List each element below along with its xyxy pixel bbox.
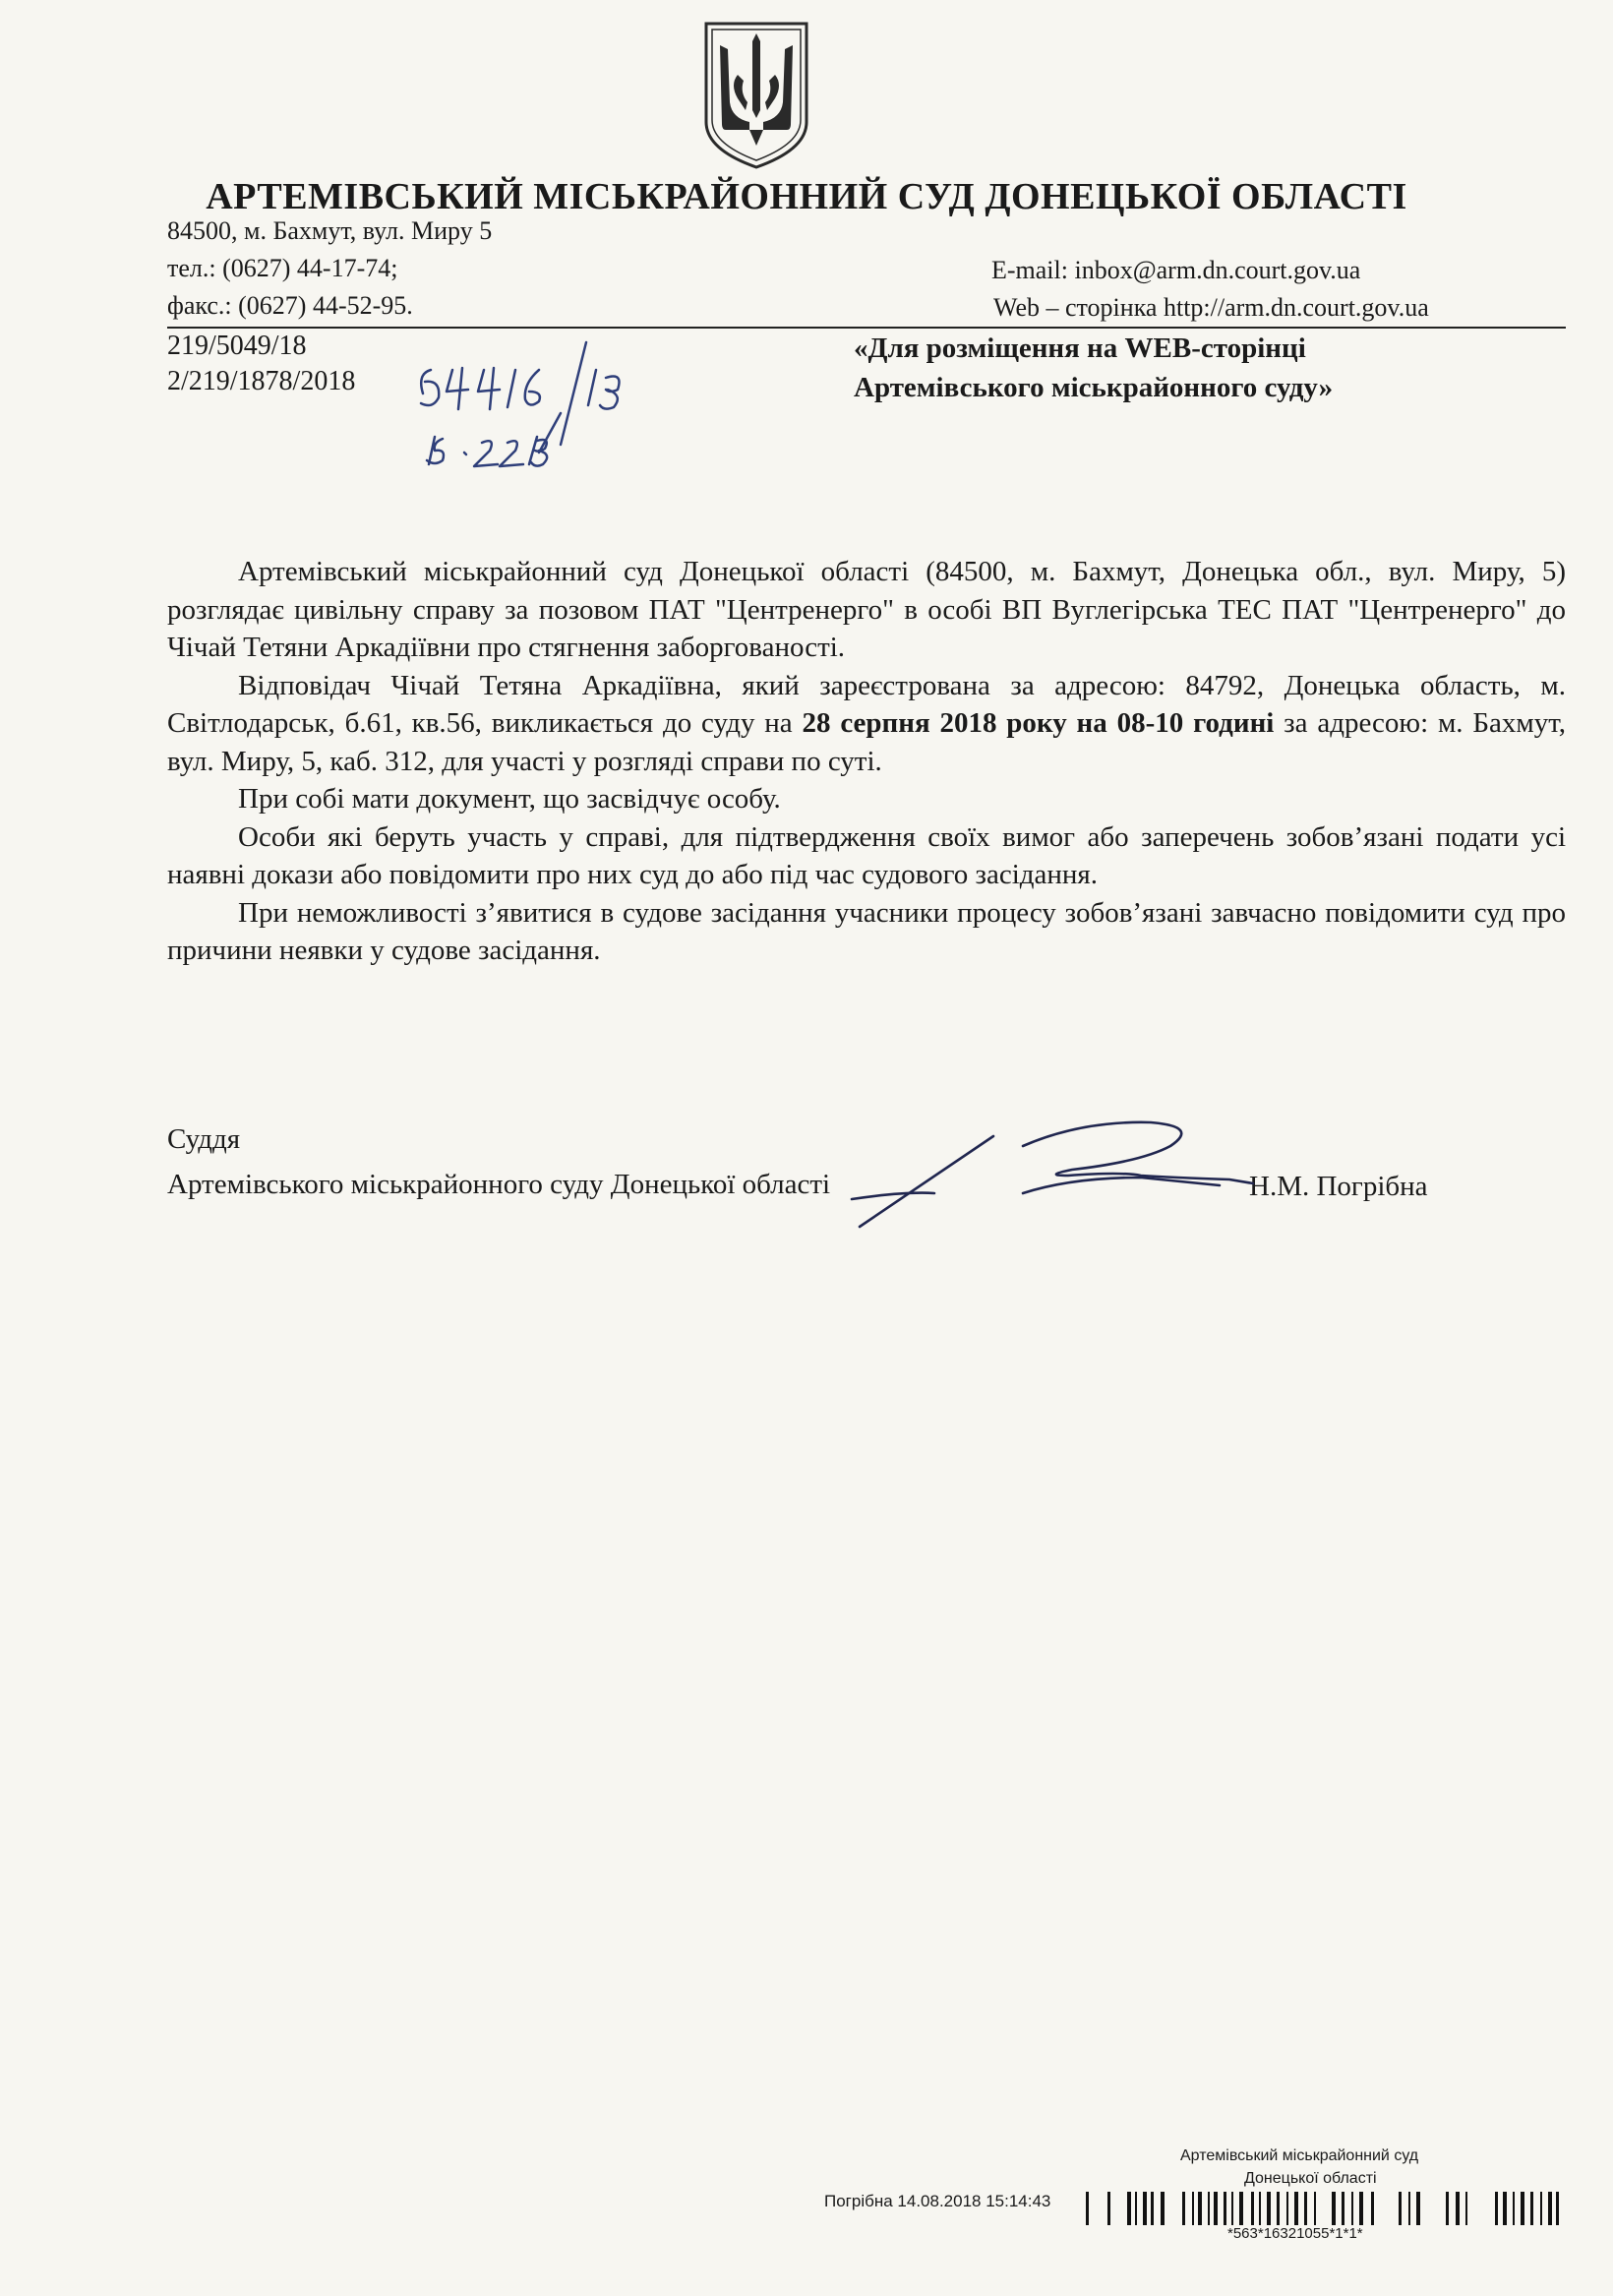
judge-signature [846, 1107, 1269, 1244]
court-fax: факс.: (0627) 44-52-95. [167, 291, 413, 320]
judge-name: Н.М. Погрібна [1249, 1171, 1428, 1202]
web-placement-note-line-1: «Для розміщення на WEB-сторінці [854, 332, 1306, 364]
barcode [1086, 2190, 1560, 2227]
summons-text-start: Відповідач Чічай Тетяна Аркадіївна, який зареєстрована за адресою: 84792, Донецька область, м. Світлодарськ, б.61, кв.56, викликається до суду на [167, 669, 1566, 739]
header-divider [167, 327, 1566, 329]
paragraph-absence-notice: При неможливості з’явитися в судове засідання учасники процесу зобов’язані завчасно повідомити суд про причини неявки у судове засідання. [167, 896, 1566, 966]
court-address: 84500, м. Бахмут, вул. Миру 5 [167, 216, 493, 245]
case-reference-2: 2/219/1878/2018 [167, 366, 356, 396]
coat-of-arms-icon [700, 20, 812, 171]
paragraph-case-description: Артемівський міськрайонний суд Донецької області (84500, м. Бахмут, Донецька обл., вул. Миру, 5) розглядає цивільну справу за позовом ПАТ "Центренерго" в особі ВП Вуглегірська ТЕС ПАТ "Центренерго" до Чічай Тетяни Аркадіївни про стягнення заборгованості. [167, 556, 1566, 663]
hearing-date-time: 28 серпня 2018 року на 08-10 годині [802, 707, 1275, 739]
court-title: АРТЕМІВСЬКИЙ МІСЬКРАЙОННИЙ СУД ДОНЕЦЬКОЇ ОБЛАСТІ [206, 176, 1407, 217]
paragraph-identity-document: При собі мати документ, що засвідчує особу. [238, 783, 781, 815]
barcode-number: *563*16321055*1*1* [1227, 2225, 1363, 2242]
handwritten-registration-mark [413, 334, 728, 482]
paragraph-evidence-obligation: Особи які беруть участь у справі, для підтвердження своїх вимог або заперечень зобов’язані подати усі наявні докази або повідомити про них суд до або під час судового засідання. [167, 820, 1566, 890]
judge-court: Артемівського міськрайонного суду Донецької області [167, 1169, 831, 1200]
court-phone: тел.: (0627) 44-17-74; [167, 254, 398, 282]
case-reference-1: 219/5049/18 [167, 331, 307, 361]
stamp-court-line-2: Донецької області [1244, 2170, 1377, 2187]
court-web: Web – сторінка http://arm.dn.court.gov.ua [993, 293, 1429, 322]
judge-title: Суддя [167, 1123, 241, 1155]
stamp-meta: Погрібна 14.08.2018 15:14:43 [824, 2192, 1051, 2210]
court-email: E-mail: inbox@arm.dn.court.gov.ua [991, 256, 1361, 284]
paragraph-defendant-summons [167, 667, 1566, 781]
summons-body [167, 553, 1566, 970]
summons-text-end: за адресою: м. Бахмут, вул. Миру, 5, каб. 312, для участі у розгляді справи по суті. [167, 707, 1567, 777]
web-placement-note-line-2: Артемівського міськрайонного суду» [854, 372, 1334, 403]
stamp-court-line-1: Артемівський міськрайонний суд [1180, 2147, 1419, 2164]
